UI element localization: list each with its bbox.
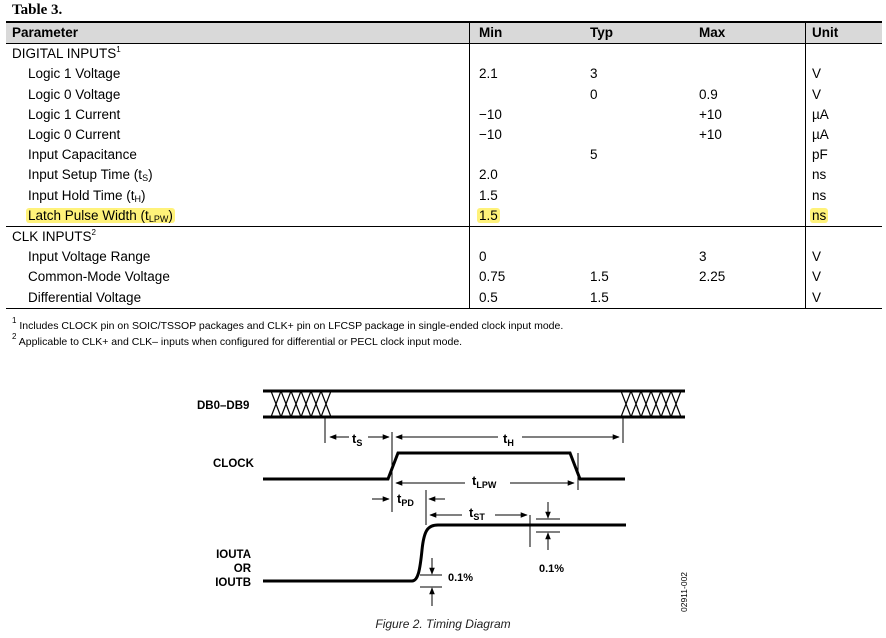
- min-cell: 0.5: [470, 287, 584, 308]
- error-band-left: [420, 558, 442, 606]
- section-title: CLK INPUTS: [12, 228, 92, 244]
- tpd-label: $t_{PD}$: [397, 491, 414, 508]
- param-subscript: LPW: [148, 213, 169, 224]
- min-cell: 2.0: [470, 165, 584, 185]
- footnote-mark: 1: [12, 316, 17, 325]
- max-cell: +10: [699, 127, 722, 143]
- error-band-left-label: 0.1%: [448, 572, 474, 584]
- header-parameter: Parameter: [6, 22, 470, 44]
- param-cell: Input Capacitance: [28, 147, 137, 163]
- param-cell: Input Voltage Range: [28, 249, 151, 265]
- typ-cell: 1.5: [583, 287, 693, 308]
- footnote-mark: 2: [12, 332, 17, 341]
- max-cell: 0.9: [699, 86, 718, 102]
- unit-cell: µA: [806, 105, 883, 125]
- unit-cell: ns: [806, 165, 883, 185]
- unit-cell: V: [806, 85, 883, 105]
- unit-cell: V: [806, 287, 883, 308]
- param-cell: Logic 0 Voltage: [28, 86, 121, 102]
- highlight-mark: ns: [812, 207, 827, 223]
- figure-code: 02911-002: [679, 571, 689, 612]
- header-min: Min: [470, 22, 584, 44]
- tst-label: $t_{ST}$: [469, 505, 485, 522]
- data-bus-label: DB0–DB9: [197, 400, 250, 412]
- header-max: Max: [693, 22, 806, 44]
- unit-cell: V: [806, 247, 883, 267]
- iout-label-line-3: IOUTB: [215, 577, 251, 589]
- param-subscript: H: [134, 193, 142, 204]
- unit-cell: µA: [806, 125, 883, 145]
- unit-cell: V: [806, 267, 883, 287]
- table-title: Table 3.: [12, 2, 63, 18]
- typ-cell: 1.5: [590, 269, 609, 285]
- unit-cell: pF: [806, 145, 883, 165]
- iout-label-line-1: IOUTA: [216, 549, 251, 561]
- param-cell: Logic 1 Current: [28, 106, 121, 122]
- typ-cell: 0: [590, 86, 598, 102]
- typ-cell: 3: [590, 66, 598, 82]
- max-cell: 3: [699, 249, 707, 265]
- header-unit: Unit: [806, 22, 883, 44]
- iout-label-line-2: OR: [233, 563, 251, 575]
- param-subscript: S: [142, 173, 149, 184]
- max-cell: 2.25: [699, 269, 726, 285]
- min-cell: 0: [470, 247, 584, 267]
- highlight-mark: 1.5: [479, 207, 498, 223]
- header-typ: Typ: [583, 22, 693, 44]
- min-cell: 2.1: [470, 64, 584, 84]
- unit-cell: ns: [806, 186, 883, 206]
- error-band-right-label: 0.1%: [539, 563, 565, 575]
- footnote-mark: 2: [91, 227, 96, 237]
- min-cell: −10: [470, 105, 584, 125]
- iout-waveform: [263, 525, 626, 581]
- min-cell: 0.75: [470, 267, 584, 287]
- section-title: DIGITAL INPUTS: [12, 46, 117, 62]
- unit-cell: V: [806, 64, 883, 84]
- clock-waveform: [263, 453, 625, 479]
- typ-cell: 5: [590, 147, 598, 163]
- data-bus-crosshatch-left: [271, 391, 331, 417]
- param-close: ): [141, 187, 146, 203]
- param-close: ): [148, 167, 153, 183]
- figure-caption: Figure 2. Timing Diagram: [375, 617, 511, 631]
- min-cell: 1.5: [470, 186, 584, 206]
- footnote-mark: 1: [116, 45, 121, 55]
- data-bus-crosshatch-right: [621, 391, 681, 417]
- param-cell: Differential Voltage: [6, 287, 470, 308]
- param-text: Latch Pulse Width (t: [28, 207, 149, 223]
- param-close: ): [168, 207, 173, 223]
- min-cell: −10: [470, 125, 584, 145]
- th-label: $t_H$: [503, 431, 514, 448]
- param-text: Input Setup Time (t: [28, 167, 143, 183]
- param-text: Input Hold Time (t: [28, 187, 135, 203]
- clock-label: CLOCK: [213, 458, 254, 470]
- ts-label: $t_S$: [352, 431, 363, 448]
- max-cell: +10: [699, 106, 722, 122]
- param-cell: Logic 0 Current: [28, 127, 121, 143]
- param-cell: Logic 1 Voltage: [28, 66, 121, 82]
- tlpw-label: $t_{LPW}$: [472, 473, 497, 490]
- footnote-text: Includes CLOCK pin on SOIC/TSSOP packages and CLK+ pin on LFCSP package in single-ended clock input mode.: [16, 320, 564, 332]
- footnote-text: Applicable to CLK+ and CLK– inputs when configured for differential or PECL clock input mode.: [16, 336, 463, 348]
- param-cell: Common-Mode Voltage: [28, 269, 170, 285]
